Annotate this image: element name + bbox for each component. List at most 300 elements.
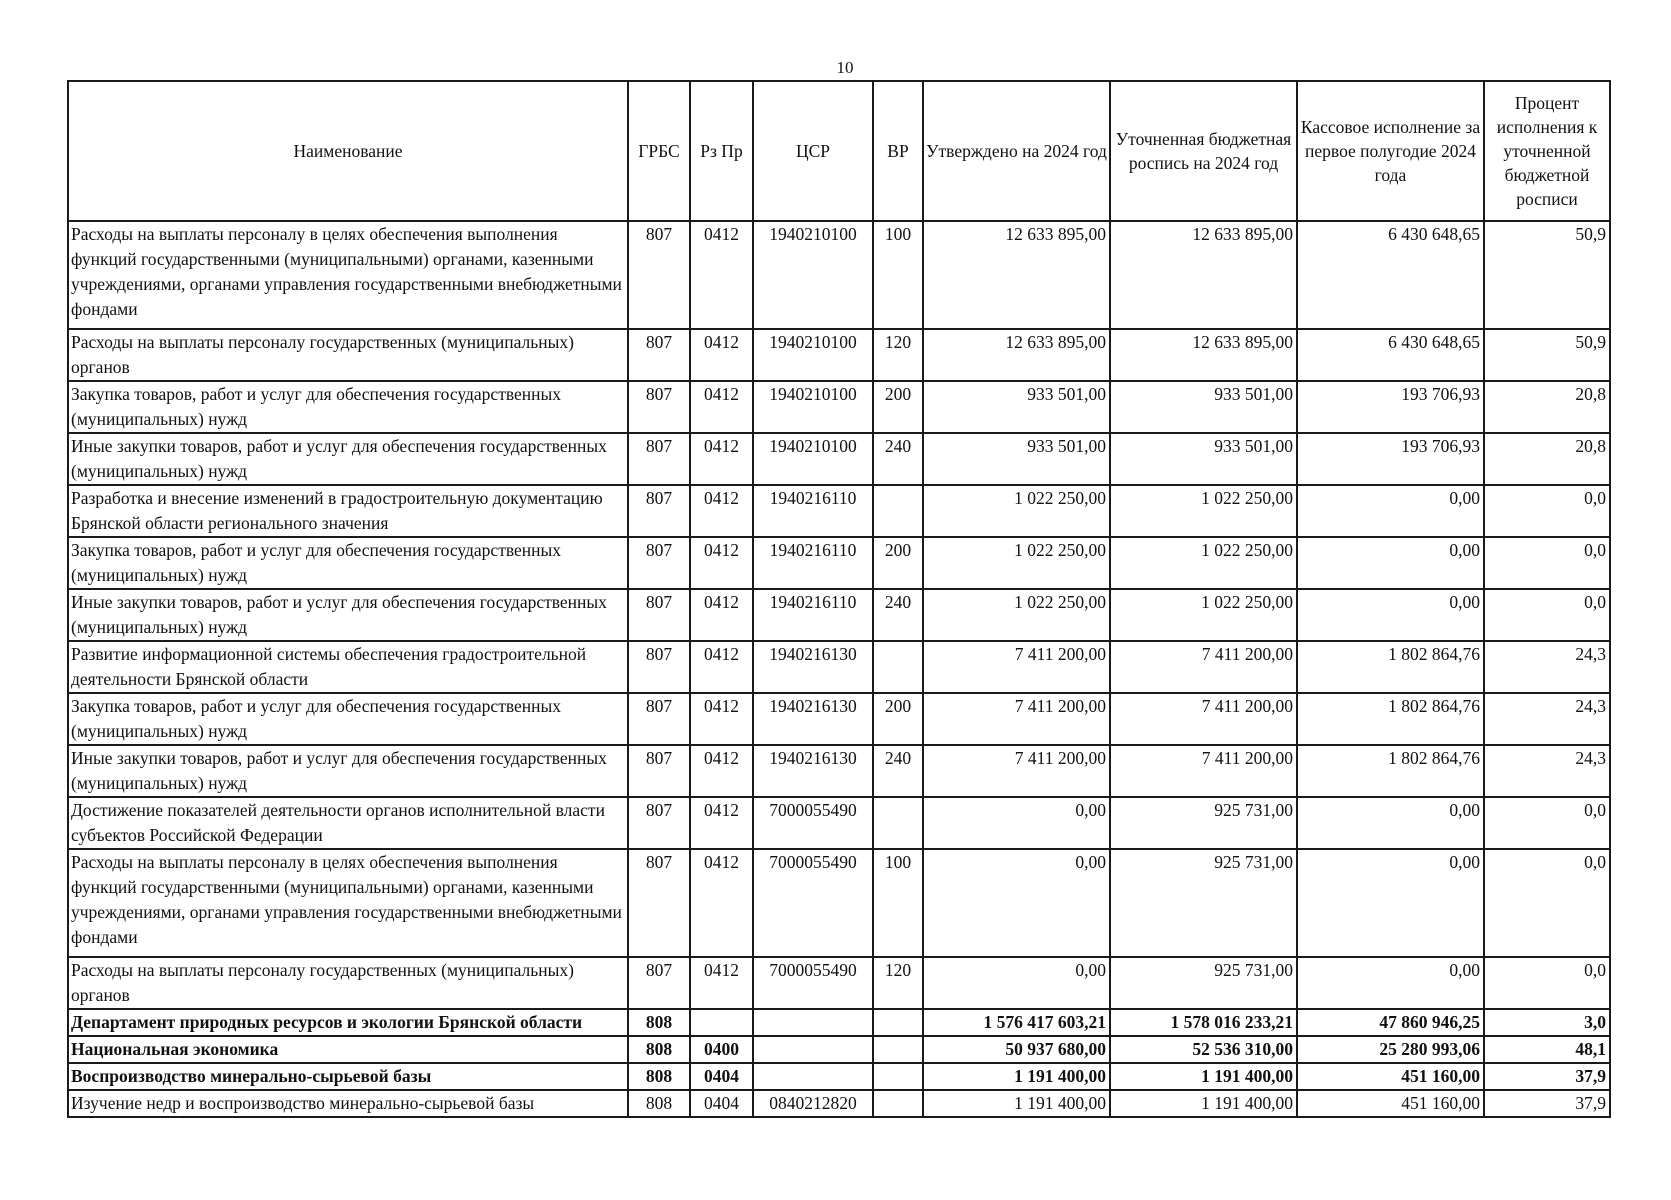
- cell-name: [68, 693, 628, 745]
- cell-percent-text: 48,1: [1575, 1039, 1606, 1059]
- cell-approved: [923, 957, 1110, 1009]
- cell-refined-text: 925 731,00: [1214, 960, 1293, 980]
- cell-executed-text: 47 860 946,25: [1379, 1012, 1480, 1032]
- cell-csr-text: 1940216110: [769, 592, 857, 612]
- cell-rzpr-text: 0400: [704, 1039, 739, 1059]
- cell-rzpr: [690, 537, 753, 589]
- cell-percent: [1484, 381, 1610, 433]
- cell-grbs: [628, 433, 690, 485]
- cell-vr: [873, 797, 923, 849]
- cell-percent-text: 0,0: [1584, 852, 1606, 872]
- cell-csr-text: 1940210100: [769, 436, 857, 456]
- cell-grbs-text: 807: [645, 852, 673, 872]
- cell-executed-text: 1 802 864,76: [1388, 644, 1480, 664]
- cell-refined: [1110, 329, 1297, 381]
- cell-vr-text: 120: [884, 332, 912, 352]
- cell-approved: [923, 693, 1110, 745]
- cell-csr: [753, 537, 873, 589]
- cell-grbs-text: 807: [645, 332, 673, 352]
- cell-grbs-text: 807: [645, 488, 673, 508]
- cell-executed-text: 0,00: [1449, 488, 1480, 508]
- cell-name: [68, 1090, 628, 1117]
- cell-csr: [753, 433, 873, 485]
- cell-executed: [1297, 381, 1484, 433]
- cell-name-text: Расходы на выплаты персоналу государственных (муниципальных) органов: [71, 960, 574, 1005]
- cell-grbs: [628, 537, 690, 589]
- cell-refined-text: 7 411 200,00: [1201, 644, 1293, 664]
- cell-grbs-text: 808: [645, 1012, 673, 1032]
- cell-name: [68, 485, 628, 537]
- cell-vr-text: 200: [884, 384, 912, 404]
- cell-grbs: [628, 221, 690, 329]
- cell-refined-text: 1 022 250,00: [1201, 488, 1293, 508]
- cell-rzpr-text: 0412: [704, 384, 739, 404]
- cell-grbs-text: 808: [645, 1039, 673, 1059]
- cell-executed: [1297, 745, 1484, 797]
- cell-executed-text: 193 706,93: [1401, 436, 1480, 456]
- cell-vr: [873, 589, 923, 641]
- cell-approved: [923, 329, 1110, 381]
- cell-percent: [1484, 745, 1610, 797]
- cell-vr: [873, 693, 923, 745]
- cell-executed-text: 6 430 648,65: [1388, 224, 1480, 244]
- cell-rzpr: [690, 589, 753, 641]
- cell-rzpr-text: 0412: [704, 592, 739, 612]
- cell-grbs: [628, 1090, 690, 1117]
- cell-refined: [1110, 1036, 1297, 1063]
- cell-refined: [1110, 537, 1297, 589]
- cell-percent: [1484, 641, 1610, 693]
- cell-approved-text: 1 191 400,00: [1014, 1066, 1106, 1086]
- cell-refined-text: 1 578 016 233,21: [1170, 1012, 1293, 1032]
- table-row: [68, 641, 1610, 693]
- cell-name-text: Иные закупки товаров, работ и услуг для обеспечения государственных (муниципальных) нужд: [71, 748, 607, 793]
- cell-refined: [1110, 1009, 1297, 1036]
- cell-name-text: Воспроизводство минерально-сырьевой базы: [71, 1066, 432, 1086]
- cell-csr: [753, 485, 873, 537]
- cell-grbs: [628, 485, 690, 537]
- cell-vr: [873, 745, 923, 797]
- cell-csr-text: 1940216110: [769, 488, 857, 508]
- cell-vr-text: 120: [884, 960, 912, 980]
- cell-percent: [1484, 1090, 1610, 1117]
- cell-percent: [1484, 537, 1610, 589]
- cell-rzpr-text: 0412: [704, 224, 739, 244]
- cell-name-text: Иные закупки товаров, работ и услуг для обеспечения государственных (муниципальных) нужд: [71, 592, 607, 637]
- cell-approved: [923, 1009, 1110, 1036]
- cell-executed: [1297, 693, 1484, 745]
- cell-percent: [1484, 485, 1610, 537]
- cell-vr: [873, 641, 923, 693]
- table-row: [68, 745, 1610, 797]
- cell-executed-text: 1 802 864,76: [1388, 696, 1480, 716]
- cell-refined: [1110, 433, 1297, 485]
- cell-refined: [1110, 797, 1297, 849]
- cell-percent-text: 20,8: [1575, 436, 1606, 456]
- cell-grbs: [628, 641, 690, 693]
- cell-executed-text: 1 802 864,76: [1388, 748, 1480, 768]
- cell-name-text: Иные закупки товаров, работ и услуг для обеспечения государственных (муниципальных) нужд: [71, 436, 607, 481]
- cell-percent-text: 37,9: [1575, 1093, 1606, 1113]
- cell-rzpr: [690, 797, 753, 849]
- cell-refined-text: 7 411 200,00: [1201, 748, 1293, 768]
- cell-rzpr-text: 0412: [704, 800, 739, 820]
- table-row: [68, 485, 1610, 537]
- cell-approved: [923, 797, 1110, 849]
- cell-approved: [923, 641, 1110, 693]
- header-executed: Кассовое исполнение за первое полугодие 2024 года: [1297, 81, 1484, 221]
- header-grbs: ГРБС: [628, 81, 690, 221]
- cell-approved: [923, 433, 1110, 485]
- cell-refined: [1110, 221, 1297, 329]
- cell-csr: [753, 1009, 873, 1036]
- cell-grbs-text: 808: [645, 1093, 673, 1113]
- table-row: [68, 797, 1610, 849]
- cell-approved-text: 1 022 250,00: [1014, 488, 1106, 508]
- cell-percent: [1484, 1063, 1610, 1090]
- cell-csr: [753, 1090, 873, 1117]
- cell-csr-text: 0840212820: [769, 1093, 857, 1113]
- cell-executed: [1297, 1009, 1484, 1036]
- cell-refined: [1110, 589, 1297, 641]
- cell-percent: [1484, 433, 1610, 485]
- table-row: [68, 1009, 1610, 1036]
- cell-csr: [753, 329, 873, 381]
- cell-refined: [1110, 1063, 1297, 1090]
- cell-approved-text: 0,00: [1075, 960, 1106, 980]
- cell-vr-text: 240: [884, 592, 912, 612]
- cell-executed: [1297, 1063, 1484, 1090]
- cell-executed: [1297, 1090, 1484, 1117]
- cell-name-text: Национальная экономика: [71, 1039, 279, 1059]
- cell-vr: [873, 1009, 923, 1036]
- cell-refined: [1110, 381, 1297, 433]
- cell-name: [68, 221, 628, 329]
- cell-percent: [1484, 693, 1610, 745]
- cell-approved-text: 0,00: [1075, 800, 1106, 820]
- cell-percent: [1484, 329, 1610, 381]
- cell-percent: [1484, 797, 1610, 849]
- cell-refined: [1110, 957, 1297, 1009]
- cell-executed: [1297, 485, 1484, 537]
- table-row: [68, 433, 1610, 485]
- cell-grbs: [628, 693, 690, 745]
- cell-name-text: Закупка товаров, работ и услуг для обеспечения государственных (муниципальных) нужд: [71, 384, 562, 429]
- cell-percent: [1484, 221, 1610, 329]
- cell-csr: [753, 745, 873, 797]
- cell-executed: [1297, 433, 1484, 485]
- cell-refined-text: 12 633 895,00: [1192, 332, 1293, 352]
- cell-vr: [873, 433, 923, 485]
- cell-name: [68, 537, 628, 589]
- cell-executed-text: 0,00: [1449, 960, 1480, 980]
- cell-rzpr: [690, 433, 753, 485]
- cell-approved: [923, 1036, 1110, 1063]
- cell-name: [68, 433, 628, 485]
- cell-name-text: Расходы на выплаты персоналу государственных (муниципальных) органов: [71, 332, 574, 377]
- cell-rzpr-text: 0404: [704, 1066, 739, 1086]
- cell-csr: [753, 589, 873, 641]
- cell-vr-text: 240: [884, 748, 912, 768]
- cell-refined: [1110, 693, 1297, 745]
- cell-name-text: Развитие информационной системы обеспечения градостроительной деятельности Брянской области: [71, 644, 587, 689]
- cell-csr-text: 1940210100: [769, 224, 857, 244]
- cell-name: [68, 797, 628, 849]
- cell-rzpr-text: 0412: [704, 960, 739, 980]
- cell-percent-text: 24,3: [1575, 696, 1606, 716]
- cell-percent-text: 0,0: [1584, 960, 1606, 980]
- cell-name: [68, 1063, 628, 1090]
- cell-rzpr-text: 0412: [704, 852, 739, 872]
- cell-vr-text: 200: [884, 696, 912, 716]
- cell-refined-text: 933 501,00: [1214, 384, 1293, 404]
- cell-percent: [1484, 849, 1610, 957]
- cell-name: [68, 849, 628, 957]
- cell-approved-text: 1 022 250,00: [1014, 592, 1106, 612]
- cell-rzpr-text: 0412: [704, 696, 739, 716]
- cell-executed: [1297, 957, 1484, 1009]
- cell-csr-text: 7000055490: [769, 960, 857, 980]
- cell-percent: [1484, 1009, 1610, 1036]
- cell-refined-text: 1 022 250,00: [1201, 540, 1293, 560]
- cell-approved-text: 7 411 200,00: [1014, 644, 1106, 664]
- cell-approved: [923, 1090, 1110, 1117]
- cell-approved: [923, 221, 1110, 329]
- cell-grbs: [628, 589, 690, 641]
- header-percent: Процент исполнения к уточненной бюджетной росписи: [1484, 81, 1610, 221]
- table-row: [68, 537, 1610, 589]
- cell-grbs: [628, 797, 690, 849]
- cell-executed-text: 451 160,00: [1401, 1066, 1480, 1086]
- cell-vr: [873, 485, 923, 537]
- cell-approved: [923, 381, 1110, 433]
- cell-name: [68, 745, 628, 797]
- cell-executed: [1297, 589, 1484, 641]
- table-row: [68, 221, 1610, 329]
- cell-name: [68, 589, 628, 641]
- table-row: [68, 693, 1610, 745]
- cell-approved: [923, 745, 1110, 797]
- cell-rzpr-text: 0412: [704, 540, 739, 560]
- cell-rzpr: [690, 957, 753, 1009]
- cell-percent-text: 0,0: [1584, 592, 1606, 612]
- table-row: [68, 1036, 1610, 1063]
- cell-refined-text: 12 633 895,00: [1192, 224, 1293, 244]
- cell-grbs-text: 807: [645, 960, 673, 980]
- cell-name-text: Расходы на выплаты персоналу в целях обеспечения выполнения функций государственными (муниципальными) органами, казенными учреждениями, органами управления государственными внебюджетными фондами: [71, 852, 622, 947]
- cell-approved-text: 12 633 895,00: [1005, 332, 1106, 352]
- cell-refined-text: 925 731,00: [1214, 800, 1293, 820]
- cell-grbs: [628, 849, 690, 957]
- cell-approved-text: 1 191 400,00: [1014, 1093, 1106, 1113]
- table-body: [68, 221, 1610, 1117]
- cell-grbs-text: 807: [645, 436, 673, 456]
- cell-executed-text: 6 430 648,65: [1388, 332, 1480, 352]
- cell-name: [68, 641, 628, 693]
- cell-name: [68, 1036, 628, 1063]
- cell-grbs-text: 808: [645, 1066, 673, 1086]
- cell-grbs: [628, 329, 690, 381]
- cell-rzpr: [690, 381, 753, 433]
- cell-refined-text: 52 536 310,00: [1192, 1039, 1293, 1059]
- cell-refined-text: 1 191 400,00: [1201, 1066, 1293, 1086]
- cell-csr: [753, 1036, 873, 1063]
- cell-refined-text: 1 191 400,00: [1201, 1093, 1293, 1113]
- cell-vr-text: 100: [884, 852, 912, 872]
- header-rzpr: Рз Пр: [690, 81, 753, 221]
- cell-rzpr-text: 0412: [704, 748, 739, 768]
- cell-grbs: [628, 745, 690, 797]
- cell-executed: [1297, 641, 1484, 693]
- cell-vr: [873, 849, 923, 957]
- cell-refined: [1110, 849, 1297, 957]
- cell-executed-text: 193 706,93: [1401, 384, 1480, 404]
- cell-executed: [1297, 797, 1484, 849]
- header-vr: ВР: [873, 81, 923, 221]
- table-row: [68, 1063, 1610, 1090]
- cell-percent-text: 0,0: [1584, 488, 1606, 508]
- cell-approved-text: 12 633 895,00: [1005, 224, 1106, 244]
- cell-csr-text: 1940210100: [769, 384, 857, 404]
- header-row: [68, 81, 1610, 221]
- cell-refined: [1110, 1090, 1297, 1117]
- cell-approved: [923, 485, 1110, 537]
- table-row: [68, 957, 1610, 1009]
- cell-approved-text: 7 411 200,00: [1014, 748, 1106, 768]
- cell-name-text: Разработка и внесение изменений в градостроительную документацию Брянской области регионального значения: [71, 488, 603, 533]
- cell-executed: [1297, 221, 1484, 329]
- cell-approved: [923, 537, 1110, 589]
- cell-executed-text: 0,00: [1449, 800, 1480, 820]
- cell-csr-text: 1940210100: [769, 332, 857, 352]
- cell-grbs: [628, 1009, 690, 1036]
- cell-csr: [753, 221, 873, 329]
- cell-name-text: Изучение недр и воспроизводство минерально-сырьевой базы: [71, 1093, 535, 1113]
- cell-grbs-text: 807: [645, 224, 673, 244]
- cell-rzpr-text: 0404: [704, 1093, 739, 1113]
- cell-rzpr-text: 0412: [704, 644, 739, 664]
- cell-name-text: Закупка товаров, работ и услуг для обеспечения государственных (муниципальных) нужд: [71, 540, 562, 585]
- cell-vr: [873, 957, 923, 1009]
- cell-vr: [873, 221, 923, 329]
- cell-name: [68, 1009, 628, 1036]
- cell-refined: [1110, 485, 1297, 537]
- cell-rzpr: [690, 693, 753, 745]
- cell-approved: [923, 1063, 1110, 1090]
- cell-percent-text: 50,9: [1575, 332, 1606, 352]
- cell-rzpr: [690, 641, 753, 693]
- cell-grbs-text: 807: [645, 384, 673, 404]
- cell-refined-text: 925 731,00: [1214, 852, 1293, 872]
- cell-vr: [873, 1090, 923, 1117]
- cell-approved-text: 933 501,00: [1027, 436, 1106, 456]
- header-refined: Уточненная бюджетная роспись на 2024 год: [1110, 81, 1297, 221]
- cell-percent-text: 20,8: [1575, 384, 1606, 404]
- cell-rzpr: [690, 849, 753, 957]
- cell-grbs-text: 807: [645, 592, 673, 612]
- cell-approved-text: 50 937 680,00: [1005, 1039, 1106, 1059]
- cell-vr-text: 100: [884, 224, 912, 244]
- cell-percent-text: 24,3: [1575, 748, 1606, 768]
- cell-vr-text: 200: [884, 540, 912, 560]
- cell-rzpr: [690, 1090, 753, 1117]
- cell-percent-text: 50,9: [1575, 224, 1606, 244]
- cell-refined: [1110, 641, 1297, 693]
- budget-table: [67, 80, 1611, 1118]
- cell-csr: [753, 849, 873, 957]
- header-name: Наименование: [68, 81, 628, 221]
- cell-name-text: Достижение показателей деятельности органов исполнительной власти субъектов Российской Федерации: [71, 800, 605, 845]
- cell-vr: [873, 381, 923, 433]
- cell-executed: [1297, 1036, 1484, 1063]
- cell-csr: [753, 381, 873, 433]
- cell-refined: [1110, 745, 1297, 797]
- cell-csr-text: 7000055490: [769, 800, 857, 820]
- cell-executed: [1297, 329, 1484, 381]
- cell-vr-text: 240: [884, 436, 912, 456]
- cell-approved: [923, 849, 1110, 957]
- cell-grbs-text: 807: [645, 800, 673, 820]
- cell-rzpr: [690, 1009, 753, 1036]
- cell-csr-text: 1940216110: [769, 540, 857, 560]
- cell-rzpr: [690, 329, 753, 381]
- cell-csr-text: 7000055490: [769, 852, 857, 872]
- cell-approved-text: 933 501,00: [1027, 384, 1106, 404]
- cell-csr: [753, 797, 873, 849]
- cell-rzpr: [690, 1063, 753, 1090]
- cell-name-text: Департамент природных ресурсов и экологии Брянской области: [71, 1012, 583, 1032]
- cell-vr: [873, 537, 923, 589]
- cell-csr-text: 1940216130: [769, 748, 857, 768]
- cell-rzpr-text: 0412: [704, 436, 739, 456]
- cell-name: [68, 329, 628, 381]
- table-row: [68, 589, 1610, 641]
- header-approved: Утверждено на 2024 год: [923, 81, 1110, 221]
- cell-rzpr: [690, 1036, 753, 1063]
- cell-rzpr-text: 0412: [704, 332, 739, 352]
- cell-approved-text: 1 022 250,00: [1014, 540, 1106, 560]
- cell-approved-text: 0,00: [1075, 852, 1106, 872]
- cell-rzpr-text: 0412: [704, 488, 739, 508]
- cell-csr-text: 1940216130: [769, 696, 857, 716]
- cell-percent: [1484, 957, 1610, 1009]
- cell-percent-text: 0,0: [1584, 540, 1606, 560]
- cell-grbs: [628, 1063, 690, 1090]
- cell-grbs-text: 807: [645, 540, 673, 560]
- cell-csr: [753, 1063, 873, 1090]
- cell-refined-text: 933 501,00: [1214, 436, 1293, 456]
- table-row: [68, 1090, 1610, 1117]
- cell-grbs: [628, 957, 690, 1009]
- cell-grbs: [628, 381, 690, 433]
- cell-approved: [923, 589, 1110, 641]
- cell-percent-text: 24,3: [1575, 644, 1606, 664]
- cell-vr: [873, 1036, 923, 1063]
- cell-executed-text: 0,00: [1449, 540, 1480, 560]
- cell-rzpr: [690, 221, 753, 329]
- cell-csr: [753, 957, 873, 1009]
- cell-vr: [873, 1063, 923, 1090]
- cell-approved-text: 1 576 417 603,21: [983, 1012, 1106, 1032]
- cell-executed-text: 25 280 993,06: [1379, 1039, 1480, 1059]
- cell-rzpr: [690, 485, 753, 537]
- cell-percent-text: 0,0: [1584, 800, 1606, 820]
- table-row: [68, 381, 1610, 433]
- cell-percent-text: 3,0: [1584, 1012, 1606, 1032]
- cell-name-text: Расходы на выплаты персоналу в целях обеспечения выполнения функций государственными (муниципальными) органами, казенными учреждениями, органами управления государственными внебюджетными фондами: [71, 224, 622, 319]
- cell-grbs-text: 807: [645, 644, 673, 664]
- cell-percent: [1484, 589, 1610, 641]
